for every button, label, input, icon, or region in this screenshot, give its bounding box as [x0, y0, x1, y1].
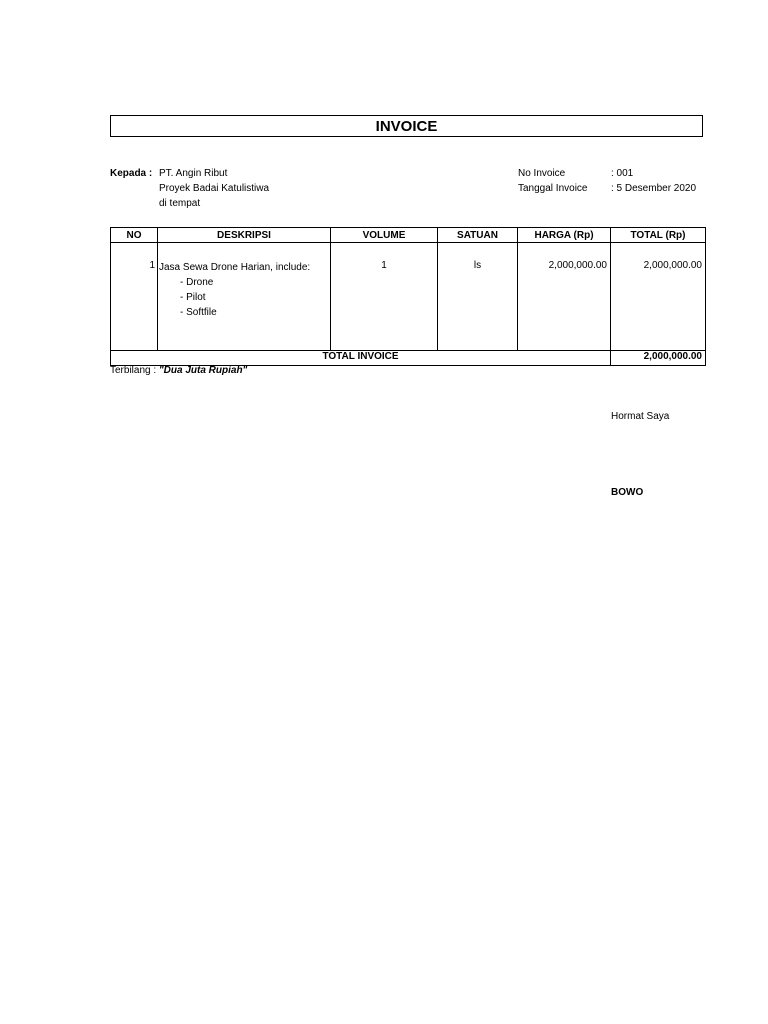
- description-sub-item: - Pilot: [180, 292, 206, 303]
- invoice-date-label: Tanggal Invoice: [518, 183, 588, 194]
- terbilang-value: "Dua Juta Rupiah": [158, 365, 248, 376]
- invoice-no-label: No Invoice: [518, 168, 566, 179]
- invoice-table: [110, 227, 706, 366]
- column-header-total: TOTAL (Rp): [611, 228, 706, 243]
- description-main: Jasa Sewa Drone Harian, include:: [159, 262, 311, 273]
- invoice-date-value: : 5 Desember 2020: [611, 183, 697, 194]
- signature-closing: Hormat Saya: [611, 411, 670, 422]
- signature-name: BOWO: [611, 487, 644, 498]
- cell-description: [158, 243, 331, 351]
- invoice-title: INVOICE: [110, 115, 703, 137]
- column-header-unit: SATUAN: [438, 228, 518, 243]
- column-header-no: NO: [111, 228, 158, 243]
- invoice-no-value: : 001: [611, 168, 634, 179]
- column-header-volume: VOLUME: [331, 228, 438, 243]
- table-row: [111, 243, 706, 351]
- column-header-description: DESKRIPSI: [158, 228, 331, 243]
- recipient-label: Kepada :: [110, 168, 153, 179]
- recipient-line: PT. Angin Ribut: [159, 168, 228, 179]
- description-sub-item: - Drone: [180, 277, 214, 288]
- table-header-row: [111, 228, 706, 243]
- terbilang-label: Terbilang :: [110, 365, 157, 376]
- recipient-line: Proyek Badai Katulistiwa: [159, 183, 270, 194]
- cell-no: 1: [111, 243, 158, 351]
- cell-total: 2,000,000.00: [611, 243, 706, 351]
- cell-unit: ls: [438, 243, 518, 351]
- total-invoice-value: 2,000,000.00: [611, 351, 706, 366]
- cell-volume: 1: [331, 243, 438, 351]
- total-invoice-label: TOTAL INVOICE: [111, 351, 611, 366]
- terbilang-line: [110, 365, 247, 377]
- column-header-price: HARGA (Rp): [518, 228, 611, 243]
- table-total-row: [111, 351, 706, 366]
- cell-price: 2,000,000.00: [518, 243, 611, 351]
- recipient-line: di tempat: [159, 198, 201, 209]
- description-sub-item: - Softfile: [180, 307, 217, 318]
